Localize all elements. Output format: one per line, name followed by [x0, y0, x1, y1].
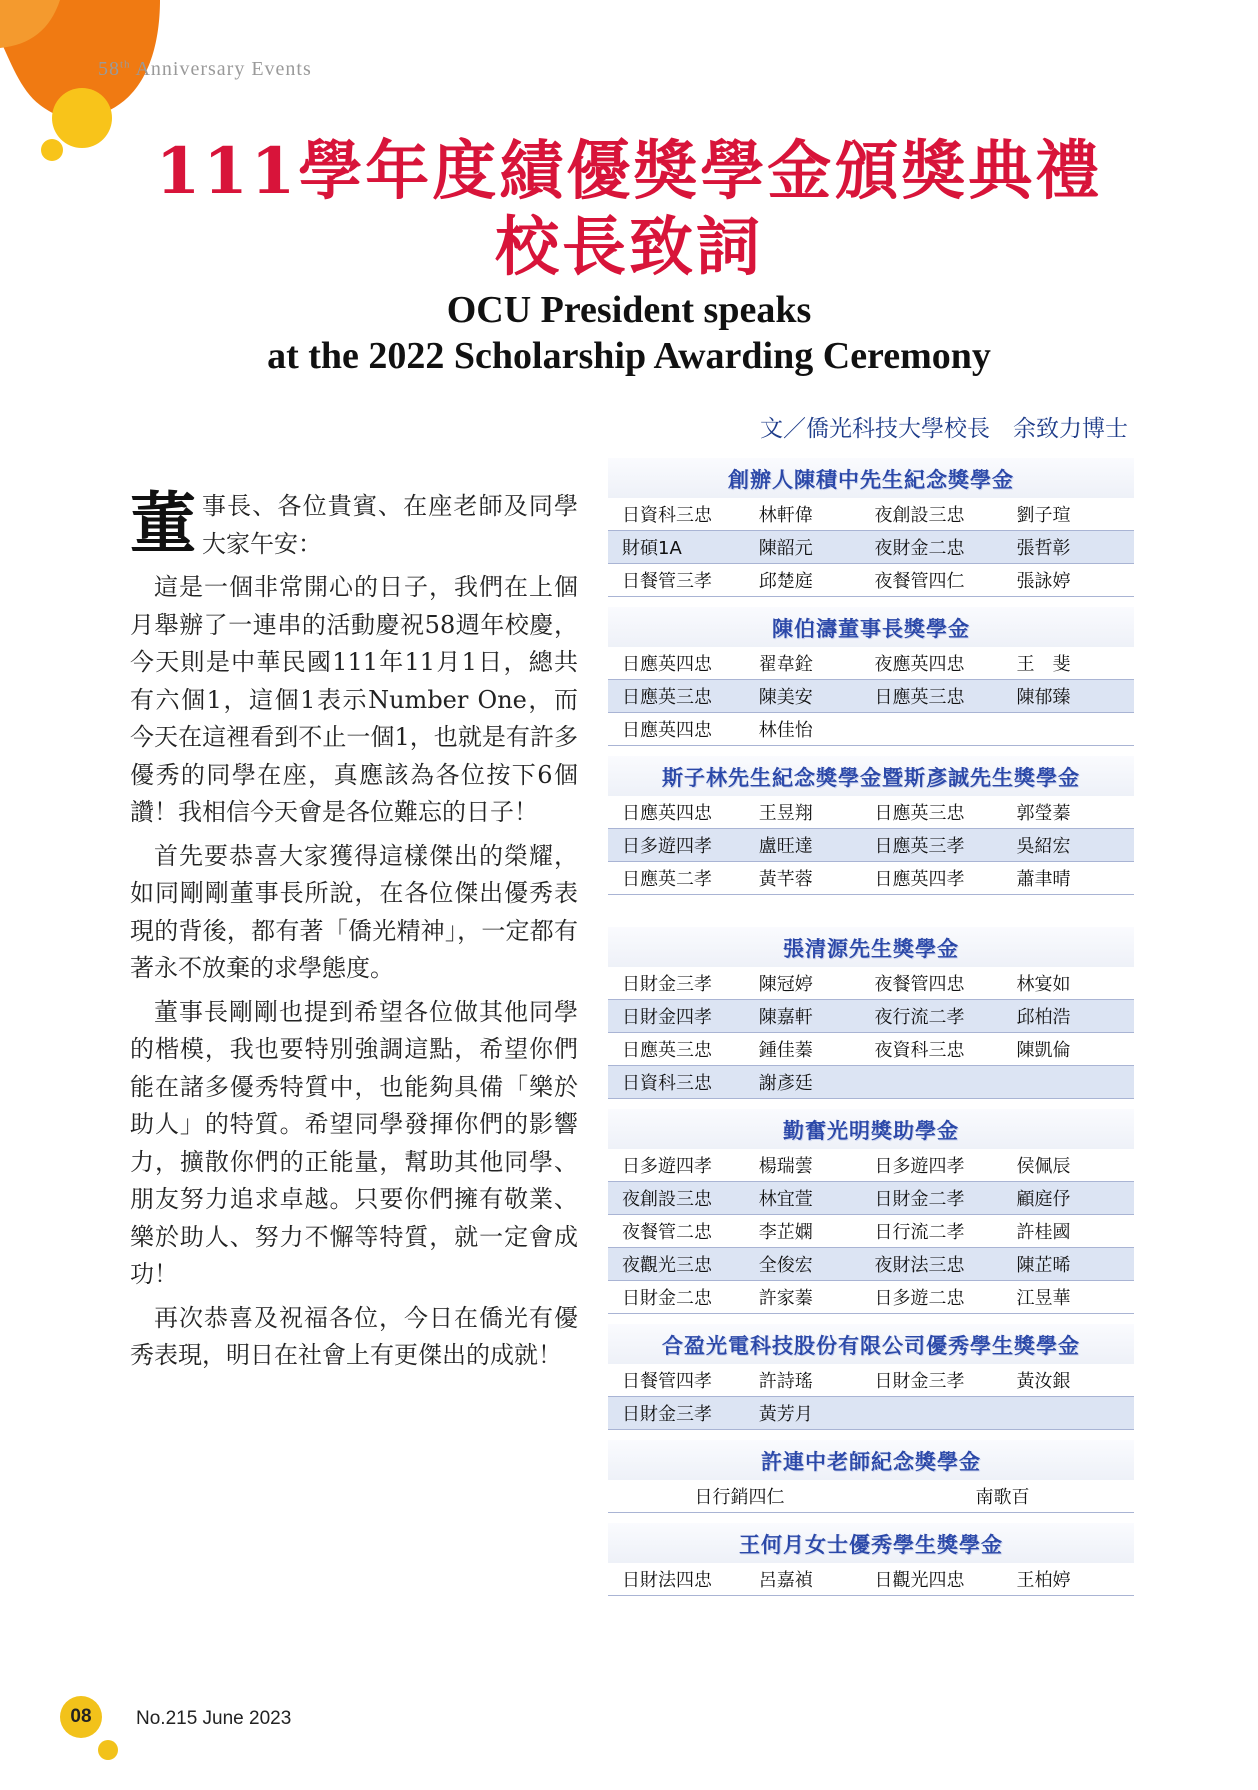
award-student: 林佳怡: [745, 713, 861, 746]
award-table: [608, 1563, 1134, 1596]
award-cell: 日行銷四仁: [608, 1480, 871, 1513]
award-student: 顧庭伃: [1002, 1182, 1134, 1215]
award-class: 日應英三忠: [608, 680, 745, 713]
award-table: [608, 1364, 1134, 1430]
award-table: [608, 1480, 1134, 1513]
award-row: [608, 1281, 1134, 1314]
award-student: 邱楚庭: [745, 564, 861, 597]
award-student: 林軒偉: [745, 498, 861, 531]
award-student: 張哲彰: [1002, 531, 1134, 564]
award-cell: 南歌百: [871, 1480, 1134, 1513]
award-section-title: 勤奮光明獎助學金: [608, 1109, 1134, 1149]
award-row: [608, 1364, 1134, 1397]
article-body: [130, 484, 578, 1381]
title-zh-line2: 校長致詞: [495, 210, 763, 285]
award-class: 日多遊四孝: [860, 1149, 1002, 1182]
award-student: 王柏婷: [1002, 1563, 1134, 1596]
award-row: [608, 829, 1134, 862]
article-paragraph-3: 首先要恭喜大家獲得這樣傑出的榮耀，如同剛剛董事長所說，在各位傑出優秀表現的背後，都有著「僑光精神」，一定都有著永不放棄的求學態度。: [130, 841, 578, 982]
award-class: 日應英三忠: [608, 1033, 745, 1066]
award-class: 夜餐管四忠: [860, 967, 1002, 1000]
award-class: 日多遊二忠: [860, 1281, 1002, 1314]
article-paragraph-4: 董事長剛剛也提到希望各位做其他同學的楷模，我也要特別強調這點，希望你們能在諸多優秀特質中，也能夠具備「樂於助人」的特質。希望同學發揮你們的影響力，擴散你們的正能量，幫助其他同學、朋友努力追求卓越。只要你們擁有敬業、樂於助人、努力不懈等特質，就一定會成功！: [130, 997, 578, 1288]
award-student: 陳美安: [745, 680, 861, 713]
award-table: [608, 1149, 1134, 1314]
award-student: 陳芷晞: [1002, 1248, 1134, 1281]
award-row: [608, 713, 1134, 746]
award-student: 侯佩辰: [1002, 1149, 1134, 1182]
award-class: 日行流二孝: [860, 1215, 1002, 1248]
award-section: [608, 458, 1134, 597]
award-student: 林宴如: [1002, 967, 1134, 1000]
award-student: 蕭聿晴: [1002, 862, 1134, 895]
award-student: 陳嘉軒: [745, 1000, 861, 1033]
award-student: 黃芳月: [745, 1397, 861, 1430]
dropcap: 董: [130, 484, 196, 562]
award-class: 日財金三孝: [608, 1397, 745, 1430]
article-paragraph-1-text: 事長、各位貴賓、在座老師及同學大家午安：: [202, 492, 578, 558]
award-student: 邱柏浩: [1002, 1000, 1134, 1033]
title-en-line1: OCU President speaks: [446, 289, 812, 331]
award-student: [1002, 713, 1134, 746]
award-student: 陳郁臻: [1002, 680, 1134, 713]
award-row: [608, 1033, 1134, 1066]
award-class: 日財法四忠: [608, 1563, 745, 1596]
award-row: [608, 680, 1134, 713]
award-class: 日財金三孝: [860, 1364, 1002, 1397]
award-student: 鍾佳蓁: [745, 1033, 861, 1066]
award-student: 陳冠婷: [745, 967, 861, 1000]
award-table: [608, 967, 1134, 1099]
award-class: 日餐管四孝: [608, 1364, 745, 1397]
award-section: [608, 1440, 1134, 1513]
award-class: 日資科三忠: [608, 498, 745, 531]
award-class: 夜行流二孝: [860, 1000, 1002, 1033]
award-row: [608, 1000, 1134, 1033]
award-student: 張詠婷: [1002, 564, 1134, 597]
award-student: 陳凱倫: [1002, 1033, 1134, 1066]
award-student: 翟韋銓: [745, 647, 861, 680]
article-paragraph-1: [130, 484, 578, 563]
anniversary-label: Anniversary Events: [135, 58, 312, 80]
award-section: [608, 927, 1134, 1099]
award-student: 許家蓁: [745, 1281, 861, 1314]
award-table: [608, 796, 1134, 895]
award-class: 日應英三忠: [860, 796, 1002, 829]
issue-info: No.215 June 2023: [136, 1708, 292, 1729]
award-student: [1002, 1066, 1134, 1099]
page-number-dot: [98, 1740, 118, 1760]
award-class: 日財金二孝: [860, 1182, 1002, 1215]
award-row: [608, 1480, 1134, 1513]
award-class: 日應英二孝: [608, 862, 745, 895]
award-class: 日應英四忠: [608, 713, 745, 746]
award-class: 日應英三忠: [860, 680, 1002, 713]
anniversary-number: 58: [98, 58, 120, 80]
award-student: 林宜萱: [745, 1182, 861, 1215]
award-class: [860, 1066, 1002, 1099]
anniversary-suffix: th: [120, 58, 131, 71]
award-class: 夜創設三忠: [860, 498, 1002, 531]
award-row: [608, 967, 1134, 1000]
award-student: 黃汝銀: [1002, 1364, 1134, 1397]
award-student: 吳紹宏: [1002, 829, 1134, 862]
award-student: 呂嘉禎: [745, 1563, 861, 1596]
title-zh-line1: 111學年度績優獎學金頒獎典禮: [155, 134, 1103, 209]
award-section-title: 許連中老師紀念獎學金: [608, 1440, 1134, 1480]
award-row: [608, 564, 1134, 597]
section-header: [98, 58, 312, 81]
award-table: [608, 647, 1134, 746]
award-student: 陳韶元: [745, 531, 861, 564]
award-section: [608, 756, 1134, 895]
award-student: 王 斐: [1002, 647, 1134, 680]
award-student: 盧旺達: [745, 829, 861, 862]
byline: 文／僑光科技大學校長 余致力博士: [760, 416, 1128, 442]
award-row: [608, 1066, 1134, 1099]
award-row: [608, 1215, 1134, 1248]
award-class: 日財金二忠: [608, 1281, 745, 1314]
award-class: 日應英三孝: [860, 829, 1002, 862]
award-section-title: 陳伯濤董事長獎學金: [608, 607, 1134, 647]
award-class: 日多遊四孝: [608, 1149, 745, 1182]
award-section: [608, 1109, 1134, 1314]
award-class: 日餐管三孝: [608, 564, 745, 597]
award-student: 謝彥廷: [745, 1066, 861, 1099]
award-class: 財碩1A: [608, 531, 745, 564]
article-paragraph-2: 這是一個非常開心的日子，我們在上個月舉辦了一連串的活動慶祝58週年校慶，今天則是中華民國111年11月1日，總共有六個1，這個1表示Number One，而今天在這裡看到不止一個1，也就是有許多優秀的同學在座，真應該為各位按下6個讚！我相信今天會是各位難忘的日子！: [130, 573, 578, 826]
award-row: [608, 531, 1134, 564]
award-class: 日觀光四忠: [860, 1563, 1002, 1596]
award-section-title: 合盈光電科技股份有限公司優秀學生獎學金: [608, 1324, 1134, 1364]
award-section-title: 張清源先生獎學金: [608, 927, 1134, 967]
award-section: [608, 1523, 1134, 1596]
award-section-title: 創辦人陳積中先生紀念獎學金: [608, 458, 1134, 498]
award-class: 日應英四忠: [608, 647, 745, 680]
award-row: [608, 1182, 1134, 1215]
award-class: 日應英四孝: [860, 862, 1002, 895]
award-class: 夜應英四忠: [860, 647, 1002, 680]
award-row: [608, 862, 1134, 895]
award-class: 日財金四孝: [608, 1000, 745, 1033]
award-class: [860, 713, 1002, 746]
award-class: 夜財法三忠: [860, 1248, 1002, 1281]
award-class: 日應英四忠: [608, 796, 745, 829]
award-student: [1002, 1397, 1134, 1430]
award-class: 日多遊四孝: [608, 829, 745, 862]
award-student: 楊瑞蕓: [745, 1149, 861, 1182]
award-student: 王昱翔: [745, 796, 861, 829]
award-class: 日財金三孝: [608, 967, 745, 1000]
award-row: [608, 1248, 1134, 1281]
award-student: 全俊宏: [745, 1248, 861, 1281]
article-paragraph-5: 再次恭喜及祝福各位，今日在僑光有優秀表現，明日在社會上有更傑出的成就！: [130, 1303, 578, 1369]
award-row: [608, 1563, 1134, 1596]
award-student: 郭瑩蓁: [1002, 796, 1134, 829]
award-row: [608, 498, 1134, 531]
award-section-title: 王何月女士優秀學生獎學金: [608, 1523, 1134, 1563]
award-student: 李芷嫻: [745, 1215, 861, 1248]
award-class: 夜餐管二忠: [608, 1215, 745, 1248]
award-class: [860, 1397, 1002, 1430]
award-row: [608, 796, 1134, 829]
award-table: [608, 498, 1134, 597]
award-row: [608, 1397, 1134, 1430]
award-student: 江昱華: [1002, 1281, 1134, 1314]
award-section: [608, 1324, 1134, 1430]
award-class: 夜財金二忠: [860, 531, 1002, 564]
award-row: [608, 1149, 1134, 1182]
title-en-line2: at the 2022 Scholarship Awarding Ceremony: [267, 335, 991, 377]
award-class: 夜資科三忠: [860, 1033, 1002, 1066]
award-class: 夜創設三忠: [608, 1182, 745, 1215]
award-student: 許桂國: [1002, 1215, 1134, 1248]
award-section: [608, 607, 1134, 746]
award-student: 劉子瑄: [1002, 498, 1134, 531]
section-gap: [608, 905, 1134, 927]
award-class: 夜餐管四仁: [860, 564, 1002, 597]
award-student: 黃芊蓉: [745, 862, 861, 895]
award-class: 夜觀光三忠: [608, 1248, 745, 1281]
page-number: 08: [60, 1696, 102, 1738]
award-section-title: 斯子林先生紀念獎學金暨斯彥誠先生獎學金: [608, 756, 1134, 796]
awards-list: [608, 458, 1134, 1606]
award-class: 日資科三忠: [608, 1066, 745, 1099]
award-row: [608, 647, 1134, 680]
award-student: 許詩瑤: [745, 1364, 861, 1397]
